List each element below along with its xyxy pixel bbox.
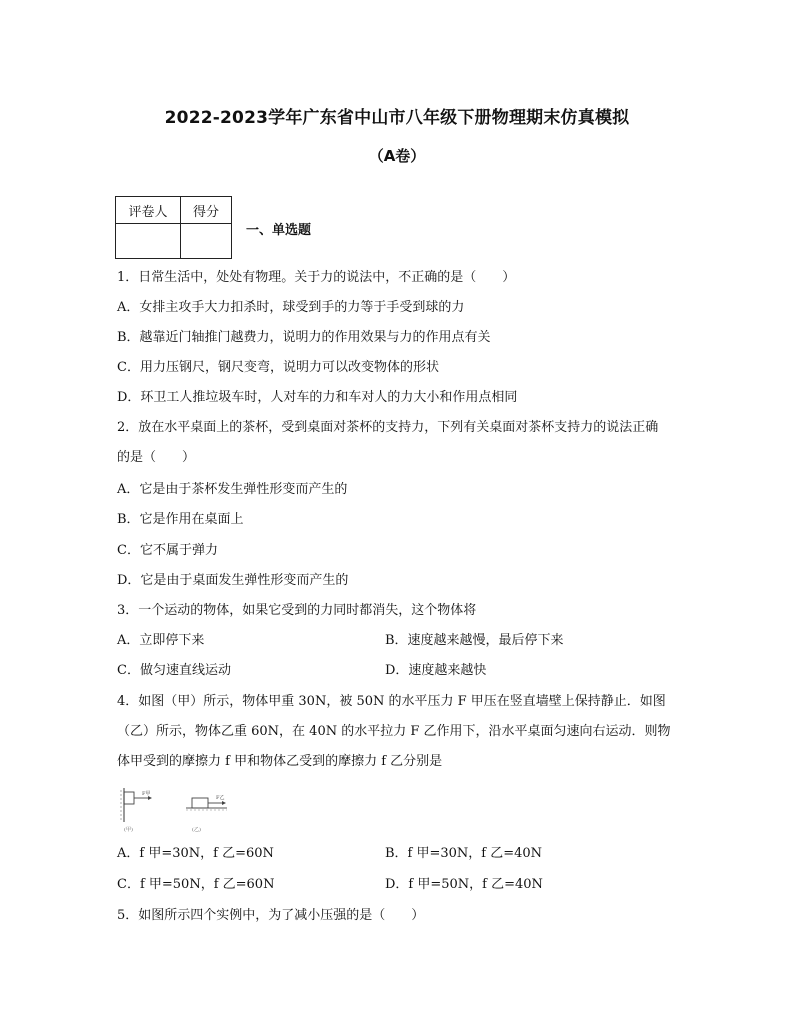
q1-option-c: C．用力压钢尺，钢尺变弯，说明力可以改变物体的形状: [117, 360, 439, 375]
score-table-grader-cell: [116, 224, 181, 259]
q1-option-a: A．女排主攻手大力扣杀时，球受到手的力等于手受到球的力: [117, 300, 465, 315]
q1-stem: 1．日常生活中，处处有物理。关于力的说法中，不正确的是（ ）: [117, 270, 516, 285]
q4-option-d: D．f 甲=50N，f 乙=40N: [385, 877, 543, 892]
q4-stem-line2: （乙）所示，物体乙重 60N，在 40N 的水平拉力 F 乙作用下，沿水平桌面匀速向右运动．则物: [117, 724, 671, 739]
score-table-grader-header: 评卷人: [116, 197, 181, 224]
q4-option-c: C．f 甲=50N，f 乙=60N: [117, 877, 275, 892]
fig-yi-force-label: F乙: [216, 795, 225, 801]
score-table-score-header: 得分: [181, 197, 232, 224]
fig-jia-force-label: F甲: [142, 791, 151, 797]
fig-yi-caption: (乙): [192, 827, 201, 833]
fig-yi-block: [192, 798, 208, 808]
q1-option-d: D．环卫工人推垃圾车时，人对车的力和车对人的力大小和作用点相同: [117, 390, 518, 405]
fig-yi-arrowhead: [222, 801, 226, 805]
score-table: [115, 196, 232, 259]
q3-option-a: A．立即停下来: [117, 633, 205, 648]
q3-stem: 3．一个运动的物体，如果它受到的力同时都消失，这个物体将: [117, 603, 477, 618]
q1-option-b: B．越靠近门轴推门越费力，说明力的作用效果与力的作用点有关: [117, 330, 491, 345]
fig-jia-block: [124, 792, 134, 804]
section-heading: 一、单选题: [246, 223, 312, 238]
q3-option-d: D．速度越来越快: [385, 663, 487, 678]
q3-option-b: B．速度越来越慢，最后停下来: [385, 633, 564, 648]
exam-subtitle: （A卷）: [368, 147, 426, 165]
q4-figures: [112, 786, 242, 834]
score-table-score-cell: [181, 224, 232, 259]
q3-option-c: C．做匀速直线运动: [117, 663, 231, 678]
q2-stem-line1: 2．放在水平桌面上的茶杯，受到桌面对茶杯的支持力，下列有关桌面对茶杯支持力的说法正确: [117, 420, 659, 435]
q2-option-c: C．它不属于弹力: [117, 543, 218, 558]
q2-option-d: D．它是由于桌面发生弹性形变而产生的: [117, 573, 349, 588]
q4-option-a: A．f 甲=30N，f 乙=60N: [117, 846, 274, 861]
exam-title: 2022-2023学年广东省中山市八年级下册物理期末仿真模拟: [164, 108, 630, 128]
q2-stem-line2: 的是（ ）: [117, 450, 196, 465]
q4-option-b: B．f 甲=30N，f 乙=40N: [385, 846, 543, 861]
fig-jia-caption: (甲): [124, 827, 133, 833]
q2-option-b: B．它是作用在桌面上: [117, 512, 244, 527]
q5-stem: 5．如图所示四个实例中，为了减小压强的是（ ）: [117, 908, 425, 923]
q4-stem-line3: 体甲受到的摩擦力 f 甲和物体乙受到的摩擦力 f 乙分别是: [117, 754, 443, 769]
q2-option-a: A．它是由于茶杯发生弹性形变而产生的: [117, 482, 348, 497]
q4-stem-line1: 4．如图（甲）所示，物体甲重 30N，被 50N 的水平压力 F 甲压在竖直墙壁上保持静止．如图: [117, 694, 666, 709]
